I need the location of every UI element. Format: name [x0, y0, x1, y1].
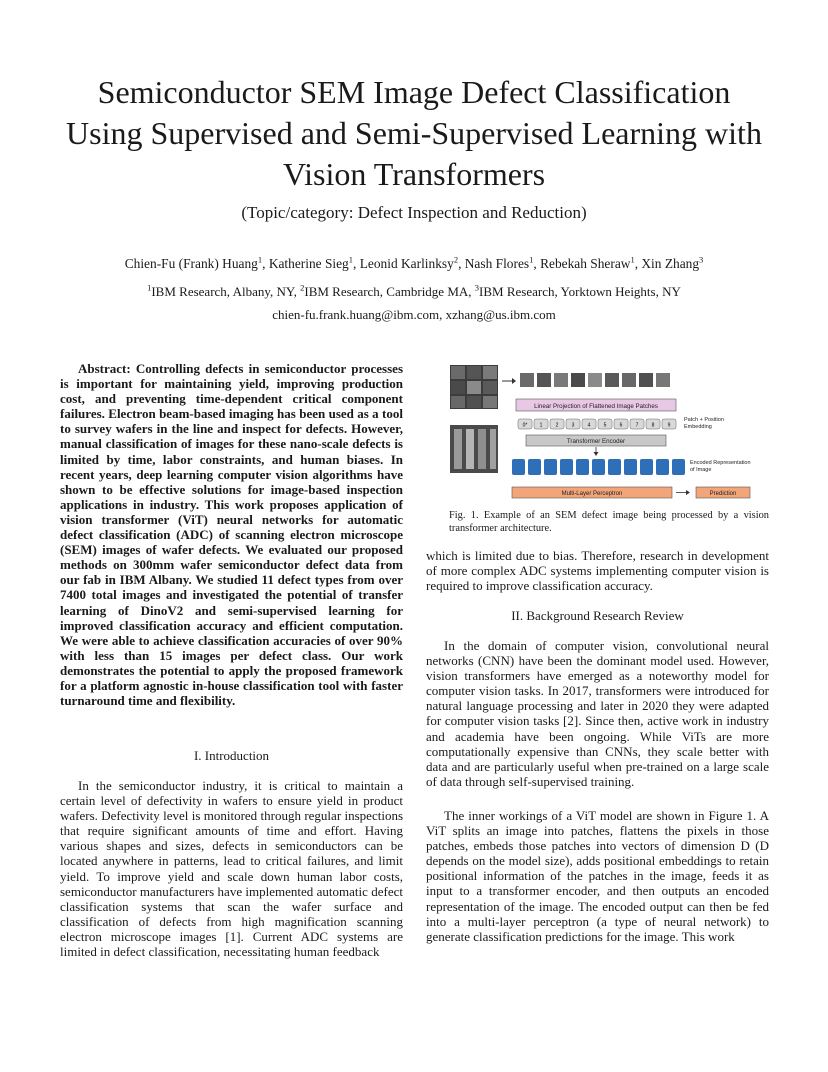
sem-source-image: [450, 425, 498, 473]
svg-text:8: 8: [651, 422, 655, 429]
encoded-rep-label: Encoded Representation: [690, 460, 751, 466]
affiliation: $^3$IBM Research, Yorktown Heights, NY: [474, 282, 681, 299]
svg-text:9: 9: [667, 422, 671, 429]
paper-title: [40, 72, 788, 195]
linear-projection-label: Linear Projection of Flattened Image Patches: [534, 403, 658, 410]
sem-patch-grid: [450, 365, 498, 409]
section-heading-background: II. Background Research Review: [511, 608, 684, 623]
svg-text:5: 5: [603, 422, 607, 429]
encoded-representation-blocks: [512, 459, 685, 475]
svg-text:7: 7: [635, 422, 639, 429]
svg-text:0*: 0*: [522, 422, 528, 429]
mlp-label: Multi-Layer Perceptron: [561, 491, 623, 497]
svg-text:4: 4: [587, 422, 591, 429]
background-paragraph-2: The inner workings of a ViT model are shown in Figure 1. A ViT splits an image into patches, flattens the pixels in those patches, embeds those patches into vectors of dimension D (D depends on the model size), adds positional embeddings to retain positional information of the patches in the image, feeds it as input to a transformer encoder, and then outputs an encoded representation of the image. The encoded output can then be fed into a multi-layer perceptron (a type of neural network) to generate classification predictions for the image. This work: [426, 808, 769, 944]
author: Nash Flores$^1$,: [464, 254, 541, 271]
patch-position-label: Patch + Position: [684, 417, 724, 423]
author-emails: chien-fu.frank.huang@ibm.com, xzhang@us.ibm.com: [272, 307, 556, 322]
title-line-1: Semiconductor SEM Image Defect Classification: [97, 74, 731, 110]
prediction-label: Prediction: [709, 491, 737, 497]
title-line-2: Using Supervised and Semi-Supervised Learning with: [66, 115, 762, 151]
affiliation: $^1$IBM Research, Albany, NY,: [147, 282, 301, 299]
author: Katherine Sieg$^1$,: [268, 254, 360, 271]
topic-category: (Topic/category: Defect Inspection and Reduction): [241, 203, 587, 222]
embedding-label: Embedding: [684, 424, 712, 430]
svg-text:1: 1: [539, 422, 543, 429]
author-list: [30, 255, 798, 273]
abstract: [60, 361, 403, 708]
author: Rebekah Sheraw$^1$,: [540, 254, 642, 271]
vit-architecture-diagram: [446, 363, 766, 503]
figure-1-caption: Fig. 1. Example of an SEM defect image being processed by a vision transformer architecture.: [449, 510, 769, 534]
affiliation: $^2$IBM Research, Cambridge MA,: [300, 282, 475, 299]
introduction-paragraph: In the semiconductor industry, it is critical to maintain a certain level of defectivity in wafers to ensure yield in product wafers. Defectivity level is monitored through regular inspections that require significant amounts of time and effort. Having various shapes and sizes, defects in semiconductors can be located anywhere in patterns, lead to critical failures, and limit yield. To improve yield and scale down human labor costs, semiconductor manufacturers have implemented automatic defect classification systems that scan the wafer surface and classification of defects from high magnification scanning electron microscope images [1]. Current ADC systems are limited in defect classification, necessitating human feedback: [60, 778, 403, 960]
of-image-label: of Image: [690, 467, 712, 473]
author: Chien-Fu (Frank) Huang$^1$,: [124, 254, 269, 271]
affiliations: [30, 283, 798, 301]
svg-text:6: 6: [619, 422, 623, 429]
flattened-patches: [502, 373, 670, 387]
author: Leonid Karlinksy$^2$,: [359, 254, 465, 271]
svg-text:3: 3: [571, 422, 575, 429]
figure-1-vit-diagram: [446, 363, 766, 503]
transformer-encoder-label: Transformer Encoder: [566, 438, 626, 445]
section-heading-introduction: I. Introduction: [193, 748, 270, 763]
author: Xin Zhang$^3$: [641, 254, 704, 271]
embedding-tokens: [518, 419, 676, 429]
title-line-3: Vision Transformers: [282, 156, 546, 192]
background-paragraph-1: In the domain of computer vision, convolutional neural networks (CNN) have been the dominant model used. However, vision transformers have emerged as a noteworthy model for computer vision tasks. In 2017, transformers were introduced for natural language processing and later in 2020 they were adapted for computer vision tasks [2]. Since then, active work in industry and academia have been ongoing. While ViTs are more computationally expensive than CNNs, they scale better with data and are particularly useful when pre-trained on a large scale of data through self-supervised training.: [426, 638, 769, 789]
intro-continuation: which is limited due to bias. Therefore, research in development of more complex ADC systems implementing computer vision is required to improve classification accuracy.: [426, 548, 769, 594]
svg-text:2: 2: [555, 422, 559, 429]
abstract-text: Abstract: Controlling defects in semiconductor processes is important for maintaining yield, improving production cost, and preventing time-dependent critical component failures. Electron beam-based imaging has been used as a tool to survey wafers in the line and inspect for defects. However, manual classification of images for these nano-scale defects is limited by time, labor constraints, and human biases. In recent years, deep learning computer vision algorithms have shown to be effective solutions for image-based inspection applications in industry. This work proposes application of vision transformer (ViT) neural networks for automatic defect classification (ADC) of scanning electron microscope (SEM) images of wafer defects. We evaluated our proposed methods on 300mm wafer semiconductor defect data from our fab in IBM Albany. We studied 11 defect types from over 7400 total images and investigated the potential of transfer learning of DinoV2 and semi-supervised learning for improved classification accuracy and efficient computation. We were able to achieve classification accuracies of over 90% with less than 15 images per defect class. Our work demonstrates the potential to apply the proposed framework for a platform agnostic in-house classification tool with faster turnaround time and flexibility.: [60, 361, 403, 709]
